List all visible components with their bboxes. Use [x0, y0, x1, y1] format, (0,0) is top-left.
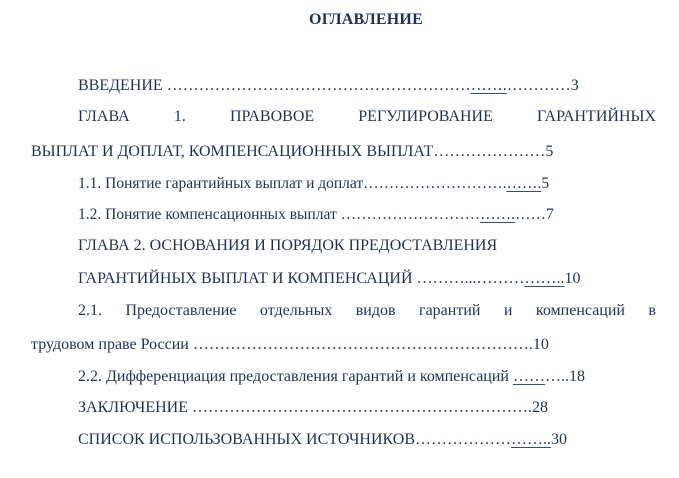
toc-leader-dots: …..	[545, 368, 569, 385]
toc-entry-label: ВВЕДЕНИЕ	[78, 77, 167, 94]
toc-entry-label: ВЫПЛАТ И ДОПЛАТ, КОМПЕНСАЦИОННЫХ ВЫПЛАТ	[31, 143, 434, 160]
toc-page-number: 5	[541, 175, 550, 192]
toc-entry-chapter2-cont[interactable]	[78, 269, 581, 289]
toc-leader-dots: …………………	[433, 143, 546, 160]
toc-entry-label: ГАРАНТИЙНЫХ ВЫПЛАТ И КОМПЕНСАЦИЙ	[78, 270, 417, 287]
toc-word: видов	[355, 302, 396, 319]
toc-entry-chapter1[interactable]	[78, 107, 656, 127]
toc-word: компенсаций	[535, 302, 625, 319]
toc-entry-chapter2[interactable]	[78, 236, 497, 256]
toc-word: 2.1.	[78, 302, 102, 319]
toc-page-number: 30	[551, 431, 568, 448]
toc-page-number: 10	[564, 270, 581, 287]
toc-leader-dots: ………...………	[416, 270, 525, 287]
toc-entry-s12[interactable]	[78, 205, 554, 225]
toc-entry-label: 1.2. Понятие компенсационных выплат	[78, 206, 341, 223]
toc-entry-label: СПИСОК ИСПОЛЬЗОВАННЫХ ИСТОЧНИКОВ	[78, 431, 416, 448]
toc-entry-label: ГЛАВА 2. ОСНОВАНИЯ И ПОРЯДОК ПРЕДОСТАВЛЕНИЯ	[78, 237, 498, 254]
toc-leader-dots-underlined: …….	[506, 175, 542, 192]
toc-page-number: 18	[569, 368, 585, 385]
toc-leader-dots-underlined: ……	[513, 368, 545, 385]
toc-entry-sources[interactable]	[78, 430, 567, 450]
toc-word: Предоставление	[125, 302, 237, 319]
toc-word: ПРАВОВОЕ	[229, 108, 315, 125]
toc-leader-dots: ……………………….	[363, 175, 507, 192]
toc-page-number: 7	[545, 206, 554, 223]
toc-word: ГЛАВА	[78, 108, 130, 125]
toc-leader-dots: …………	[506, 77, 571, 94]
toc-word: гарантий	[419, 302, 481, 319]
toc-word: отдельных	[259, 302, 333, 319]
toc-entry-intro[interactable]	[78, 76, 579, 96]
toc-leader-dots: …………………………………………………	[166, 77, 471, 94]
toc-word: в	[648, 302, 656, 319]
toc-leader-dots-underlined: …….	[480, 206, 515, 223]
toc-entry-label: 2.2. Дифференциация предоставления гарантий и компенсаций	[78, 368, 513, 385]
toc-word: 1.	[173, 108, 186, 125]
toc-leader-dots-underlined: ……..	[524, 270, 565, 287]
toc-page-number: 3	[570, 77, 579, 94]
toc-page-number: 28	[531, 399, 548, 416]
toc-leader-dots: ……	[514, 206, 546, 223]
toc-word: РЕГУЛИРОВАНИЕ	[358, 108, 493, 125]
toc-leader-dots: ……………………………………………………….	[192, 336, 533, 353]
toc-page-number: 5	[545, 143, 554, 160]
toc-entry-chapter1-cont[interactable]	[31, 142, 553, 162]
toc-entry-conclusion[interactable]	[78, 398, 548, 418]
toc-leader-dots-underlined: ……..	[511, 431, 552, 448]
toc-entry-s11[interactable]	[78, 174, 549, 194]
toc-entry-label: ЗАКЛЮЧЕНИЕ	[78, 399, 192, 416]
toc-leader-dots: ……………………………………………………….	[191, 399, 532, 416]
toc-leader-dots: ………………………	[340, 206, 481, 223]
toc-leader-dots-underlined: …….	[470, 77, 507, 94]
page-title: ОГЛАВЛЕНИЕ	[309, 11, 423, 28]
toc-word: ГАРАНТИЙНЫХ	[537, 108, 656, 125]
toc-entry-s21[interactable]	[78, 301, 656, 321]
toc-leader-dots: ………………	[415, 431, 512, 448]
toc-entry-label: трудовом праве России	[31, 336, 193, 353]
toc-word: и	[503, 302, 513, 319]
toc-entry-s22[interactable]	[78, 367, 585, 387]
toc-entry-label: 1.1. Понятие гарантийных выплат и доплат	[78, 175, 364, 192]
toc-entry-s21-cont[interactable]	[31, 335, 549, 355]
toc-page-number: 10	[532, 336, 549, 353]
